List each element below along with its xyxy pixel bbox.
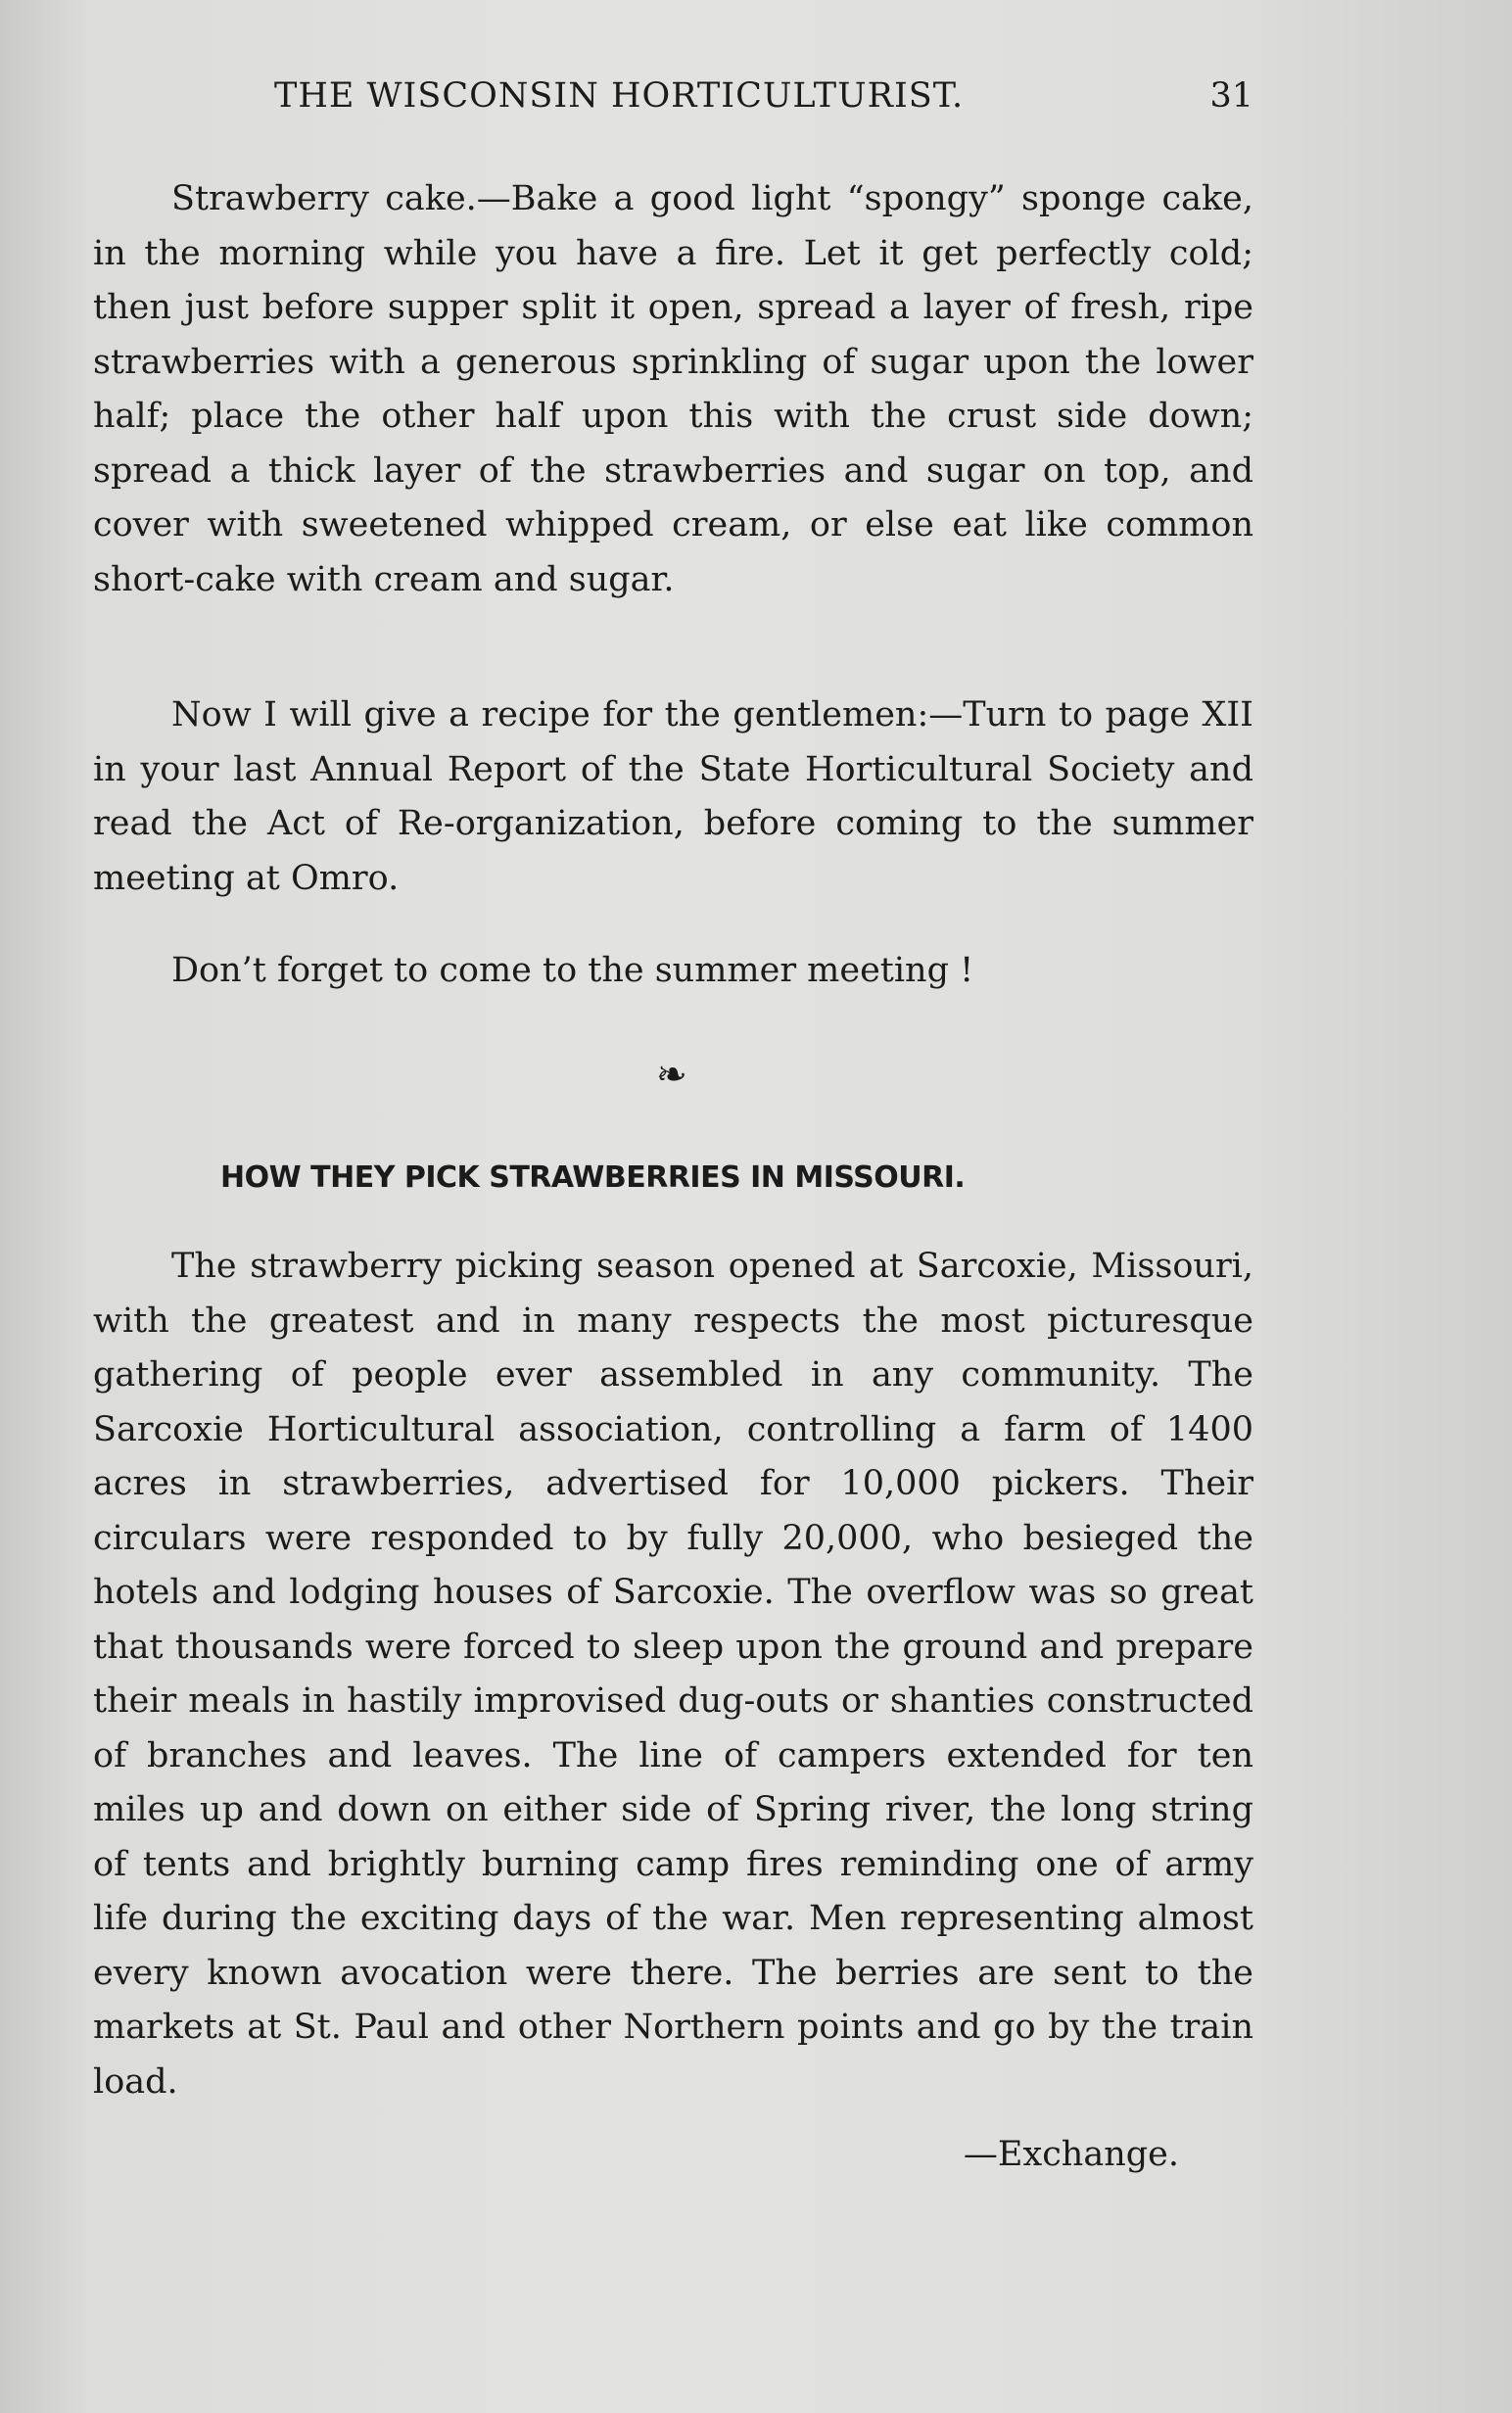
article-attribution: —Exchange.: [963, 2135, 1179, 2174]
article-heading: HOW THEY PICK STRAWBERRIES IN MISSOURI.: [220, 1160, 966, 1195]
page-number: 31: [1209, 76, 1253, 116]
running-title: THE WISCONSIN HORTICULTURIST.: [274, 76, 965, 116]
paragraph-recipe-for-gentlemen: Now I will give a recipe for the gentlemen:—Turn to page XII in your last Annual Report of the State Horticultural Society and read the Act of Re-organization, before coming to the summer meeting at Omro.: [93, 695, 1253, 898]
article-body: The strawberry picking season opened at Sarcoxie, Missouri, with the greatest and in many respects the most picturesque gathering of people ever assembled in any community. The Sarcoxie Horticultural association, controlling a farm of 1400 acres in strawberries, advertised for 10,000 pickers. Their circulars were responded to by fully 20,000, who besieged the hotels and lodging houses of Sarcoxie. The overflow was so great that thousands were forced to sleep upon the ground and prepare their meals in hastily improvised dug-outs or shanties constructed of branches and leaves. The line of campers extended for ten miles up and down on either side of Spring river, the long string of tents and brightly burning camp fires reminding one of army life during the exciting days of the war. Men representing almost every known avocation were there. The berries are sent to the markets at St. Paul and other Northern points and go by the train load.: [93, 1247, 1253, 2102]
paragraph-summer-meeting-reminder: Don’t forget to come to the summer meeting !: [171, 951, 974, 990]
paragraph-strawberry-cake: Strawberry cake.—Bake a good light “spongy” sponge cake, in the morning while you have a fire. Let it get perfectly cold; then just before supper split it open, spread a layer of fresh, ripe strawberries with a generous sprinkling of sugar upon the lower half; place the other half upon this with the crust side down; spread a thick layer of the strawberries and sugar on top, and cover with sweetened whipped cream, or else eat like common short-cake with cream and sugar.: [93, 179, 1253, 599]
page-header: [93, 76, 1253, 135]
leaf-ornament-icon: ❧: [656, 1053, 687, 1096]
